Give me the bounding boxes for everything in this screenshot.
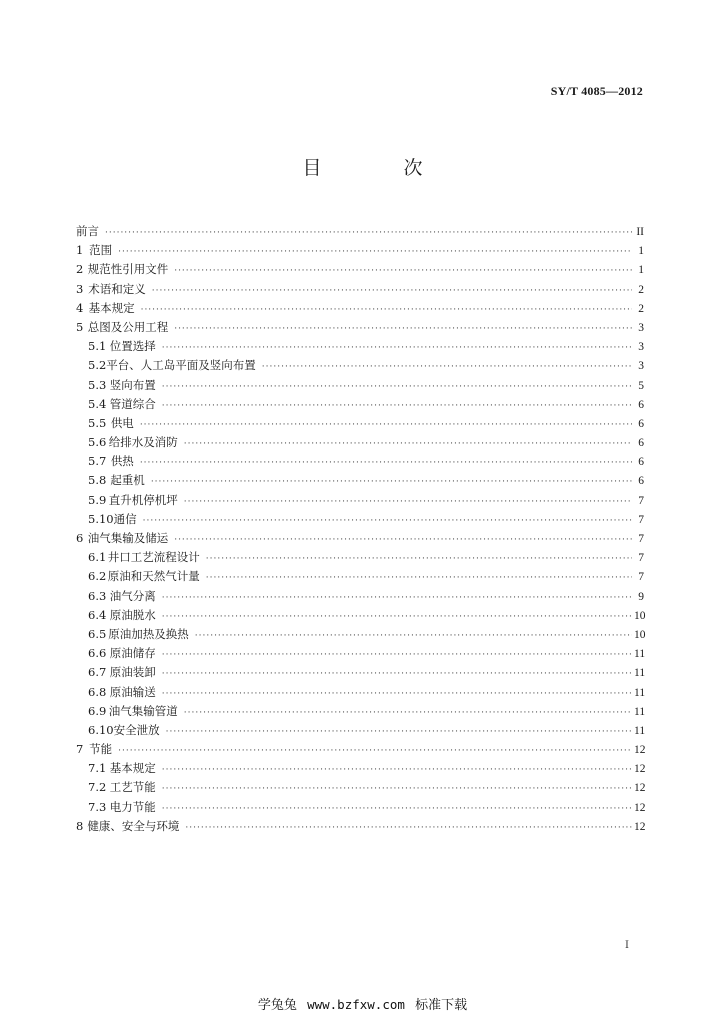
toc-entry-page: 5 (638, 379, 644, 392)
toc-entry-number: 6.8 (88, 684, 107, 699)
toc-entry-title: 规范性引用文件 (87, 262, 169, 277)
toc-entry-page: II (636, 226, 644, 238)
toc-entry-page: 11 (634, 686, 646, 699)
toc-entry[interactable] (76, 242, 644, 261)
toc-leader-dots (143, 516, 632, 526)
toc-entry-number: 1 (76, 243, 84, 258)
toc-entry-title: 原油储存 (109, 646, 156, 661)
toc-leader-dots (105, 228, 632, 238)
toc-entry-title: 起重机 (110, 473, 145, 488)
toc-entry[interactable] (76, 799, 644, 818)
toc-leader-dots (162, 401, 632, 411)
toc-entry[interactable] (76, 261, 644, 280)
toc-entry-title: 总图及公用工程 (87, 319, 169, 334)
toc-leader-dots (118, 746, 632, 756)
toc-entry[interactable] (76, 300, 644, 319)
toc-entry-title: 油气集输及储运 (87, 531, 169, 545)
toc-entry-title: 术语和定义 (88, 281, 146, 296)
toc-leader-dots (185, 823, 632, 833)
toc-entry-number: 5.1 (88, 339, 107, 354)
toc-entry-title: 供热 (110, 454, 134, 469)
toc-leader-dots (174, 266, 632, 276)
toc-entry-page: 7 (638, 494, 644, 507)
toc-entry[interactable] (76, 549, 644, 568)
toc-entry-title: 平台、人工岛平面及竖向布置 (106, 358, 256, 373)
toc-entry-number: 5.8 (88, 473, 107, 488)
toc-entry-number: 7.3 (88, 799, 107, 814)
toc-entry-page: 1 (638, 245, 644, 258)
toc-entry-page: 7 (638, 513, 644, 526)
toc-entry-page: 3 (638, 321, 644, 334)
toc-entry-number: 6.7 (88, 665, 107, 680)
toc-entry-number: 5.5 (88, 415, 107, 430)
toc-entry[interactable] (76, 741, 644, 760)
toc-leader-dots (141, 305, 632, 315)
toc-entry-title: 电力节能 (109, 799, 156, 814)
toc-entry-number: 7.1 (88, 761, 107, 776)
toc-entry-title: 健康、安全与环境 (87, 818, 180, 833)
toc-entry[interactable] (76, 626, 644, 645)
toc-entry-page: 6 (638, 456, 644, 469)
toc-entry[interactable] (76, 664, 644, 683)
toc-entry[interactable] (76, 530, 644, 549)
toc-entry-number: 5.4 (88, 396, 107, 411)
toc-entry-page: 2 (638, 283, 644, 296)
toc-leader-dots (162, 612, 632, 622)
toc-entry-title: 位置选择 (109, 339, 156, 354)
toc-entry-number: 5.9 (88, 492, 107, 507)
toc-entry-number: 5 (76, 319, 84, 334)
toc-entry-number: 3 (76, 281, 84, 296)
footer-watermark (0, 994, 725, 1013)
toc-entry-page: 6 (638, 475, 644, 488)
toc-entry-number: 5.6 (88, 435, 107, 450)
toc-entry[interactable] (76, 319, 644, 338)
toc-entry-number: 5.10 (88, 511, 114, 526)
toc-entry-title: 井口工艺流程设计 (107, 550, 200, 565)
toc-leader-dots (162, 689, 632, 699)
toc-leader-dots (151, 477, 632, 487)
toc-entry-title: 原油和天然气计量 (107, 569, 200, 584)
toc-entry-number: 8 (76, 818, 84, 833)
toc-entry-title: 直升机停机坪 (108, 492, 178, 507)
footer-brand: 学兔兔 (257, 998, 297, 1013)
toc-entry[interactable] (76, 281, 644, 300)
toc-leader-dots (174, 535, 632, 545)
toc-entry-number: 6 (76, 531, 84, 545)
toc-entry[interactable] (76, 818, 644, 837)
toc-entry-number: 4 (76, 300, 84, 315)
toc-leader-dots (162, 784, 632, 794)
toc-entry[interactable] (76, 703, 644, 722)
toc-leader-dots (184, 708, 632, 718)
toc-leader-dots (184, 497, 632, 507)
toc-entry-number: 5.2 (88, 358, 107, 373)
toc-entry-page: 6 (638, 437, 644, 450)
toc-entry[interactable] (76, 568, 644, 587)
toc-entry-number: 7 (76, 742, 84, 757)
toc-entry-title: 通信 (113, 511, 137, 526)
toc-entry-number: 6.10 (88, 722, 114, 737)
toc-entry[interactable] (76, 434, 644, 453)
toc-entry-number: 6.4 (88, 607, 107, 622)
toc-entry-page: 2 (638, 302, 644, 315)
footer-site-link[interactable]: www.bzfxw.com (307, 997, 405, 1012)
toc-entry[interactable] (76, 396, 644, 415)
toc-entry-title: 原油装卸 (109, 665, 156, 680)
toc-entry-page: 3 (638, 341, 644, 354)
toc-entry-title: 工艺节能 (109, 780, 156, 795)
toc-entry[interactable] (76, 338, 644, 357)
toc-entry-title: 原油加热及换热 (108, 626, 189, 641)
toc-entry-title: 给排水及消防 (108, 435, 178, 450)
toc-entry-page: 7 (638, 533, 644, 545)
toc-entry[interactable] (76, 760, 644, 779)
toc-entry-title: 前言 (76, 224, 99, 238)
toc-entry[interactable] (76, 645, 644, 664)
toc-entry-page: 12 (634, 820, 646, 833)
toc-entry-title: 竖向布置 (109, 377, 156, 392)
toc-entry[interactable] (76, 607, 644, 626)
toc-entry-page: 11 (634, 705, 646, 718)
toc-entry-number: 6.5 (88, 626, 107, 641)
toc-entry-number: 5.3 (88, 377, 107, 392)
toc-entry-title: 油气集输管道 (108, 703, 178, 718)
toc-entry-number: 7.2 (88, 780, 107, 795)
toc-entry-page: 12 (634, 744, 646, 757)
toc-entry-title: 基本规定 (109, 761, 156, 776)
toc-entry-title: 原油输送 (109, 684, 156, 699)
toc-entry-page: 10 (634, 609, 646, 622)
table-of-contents (76, 223, 644, 837)
toc-leader-dots (140, 420, 632, 430)
toc-leader-dots (140, 458, 632, 468)
toc-leader-dots (206, 573, 632, 583)
toc-entry-page: 1 (638, 264, 644, 277)
toc-leader-dots (162, 804, 632, 814)
toc-entry[interactable] (76, 223, 644, 242)
toc-entry-page: 7 (638, 571, 644, 584)
page-title: 目 次 (302, 157, 461, 179)
toc-entry-page: 12 (634, 782, 646, 795)
toc-entry[interactable] (76, 511, 644, 530)
toc-entry-title: 范围 (89, 243, 113, 258)
toc-entry[interactable] (76, 722, 644, 741)
toc-entry[interactable] (76, 453, 644, 472)
toc-leader-dots (174, 324, 632, 334)
toc-entry-title: 节能 (89, 742, 113, 757)
toc-entry-page: 10 (634, 628, 646, 641)
toc-entry-title: 基本规定 (88, 300, 135, 315)
toc-entry-page: 3 (638, 360, 644, 373)
toc-leader-dots (162, 669, 632, 679)
toc-leader-dots (195, 631, 632, 641)
toc-leader-dots (166, 727, 632, 737)
toc-entry[interactable] (76, 415, 644, 434)
toc-entry[interactable] (76, 472, 644, 491)
toc-leader-dots (162, 382, 632, 392)
document-code: SY/T 4085—2012 (550, 84, 643, 98)
toc-leader-dots (206, 554, 632, 564)
toc-entry-page: 11 (634, 724, 646, 737)
toc-entry-title: 油气分离 (109, 588, 156, 603)
toc-entry[interactable] (76, 492, 644, 511)
toc-entry-number: 6.9 (88, 703, 107, 718)
toc-entry-page: 12 (634, 801, 646, 814)
toc-leader-dots (162, 593, 632, 603)
footer-tagline: 标准下载 (415, 998, 468, 1013)
toc-entry[interactable] (76, 357, 644, 376)
toc-entry-page: 6 (638, 417, 644, 430)
toc-entry-number: 6.2 (88, 569, 107, 584)
toc-entry-title: 供电 (110, 415, 134, 430)
toc-entry-page: 7 (638, 552, 644, 565)
toc-entry-title: 管道综合 (109, 396, 156, 411)
toc-entry-page: 11 (634, 648, 646, 661)
toc-entry[interactable] (76, 588, 644, 607)
toc-leader-dots (162, 765, 632, 775)
toc-entry-number: 6.6 (88, 646, 107, 661)
toc-entry[interactable] (76, 779, 644, 798)
toc-entry[interactable] (76, 684, 644, 703)
toc-entry-page: 9 (638, 590, 644, 603)
toc-entry-number: 5.7 (88, 454, 107, 469)
toc-entry-page: 12 (634, 763, 646, 776)
toc-entry-page: 11 (634, 667, 646, 680)
toc-leader-dots (162, 650, 632, 660)
toc-entry-page: 6 (638, 398, 644, 411)
toc-leader-dots (152, 286, 632, 296)
toc-leader-dots (262, 362, 632, 372)
toc-entry-number: 6.3 (88, 588, 107, 603)
toc-entry-title: 原油脱水 (109, 607, 156, 622)
toc-leader-dots (118, 247, 632, 257)
toc-leader-dots (162, 343, 632, 353)
page-number: I (625, 940, 629, 951)
toc-leader-dots (184, 439, 632, 449)
toc-entry-number: 6.1 (88, 550, 107, 565)
toc-entry-number: 2 (76, 262, 84, 277)
toc-entry[interactable] (76, 377, 644, 396)
toc-entry-title: 安全泄放 (113, 722, 160, 737)
